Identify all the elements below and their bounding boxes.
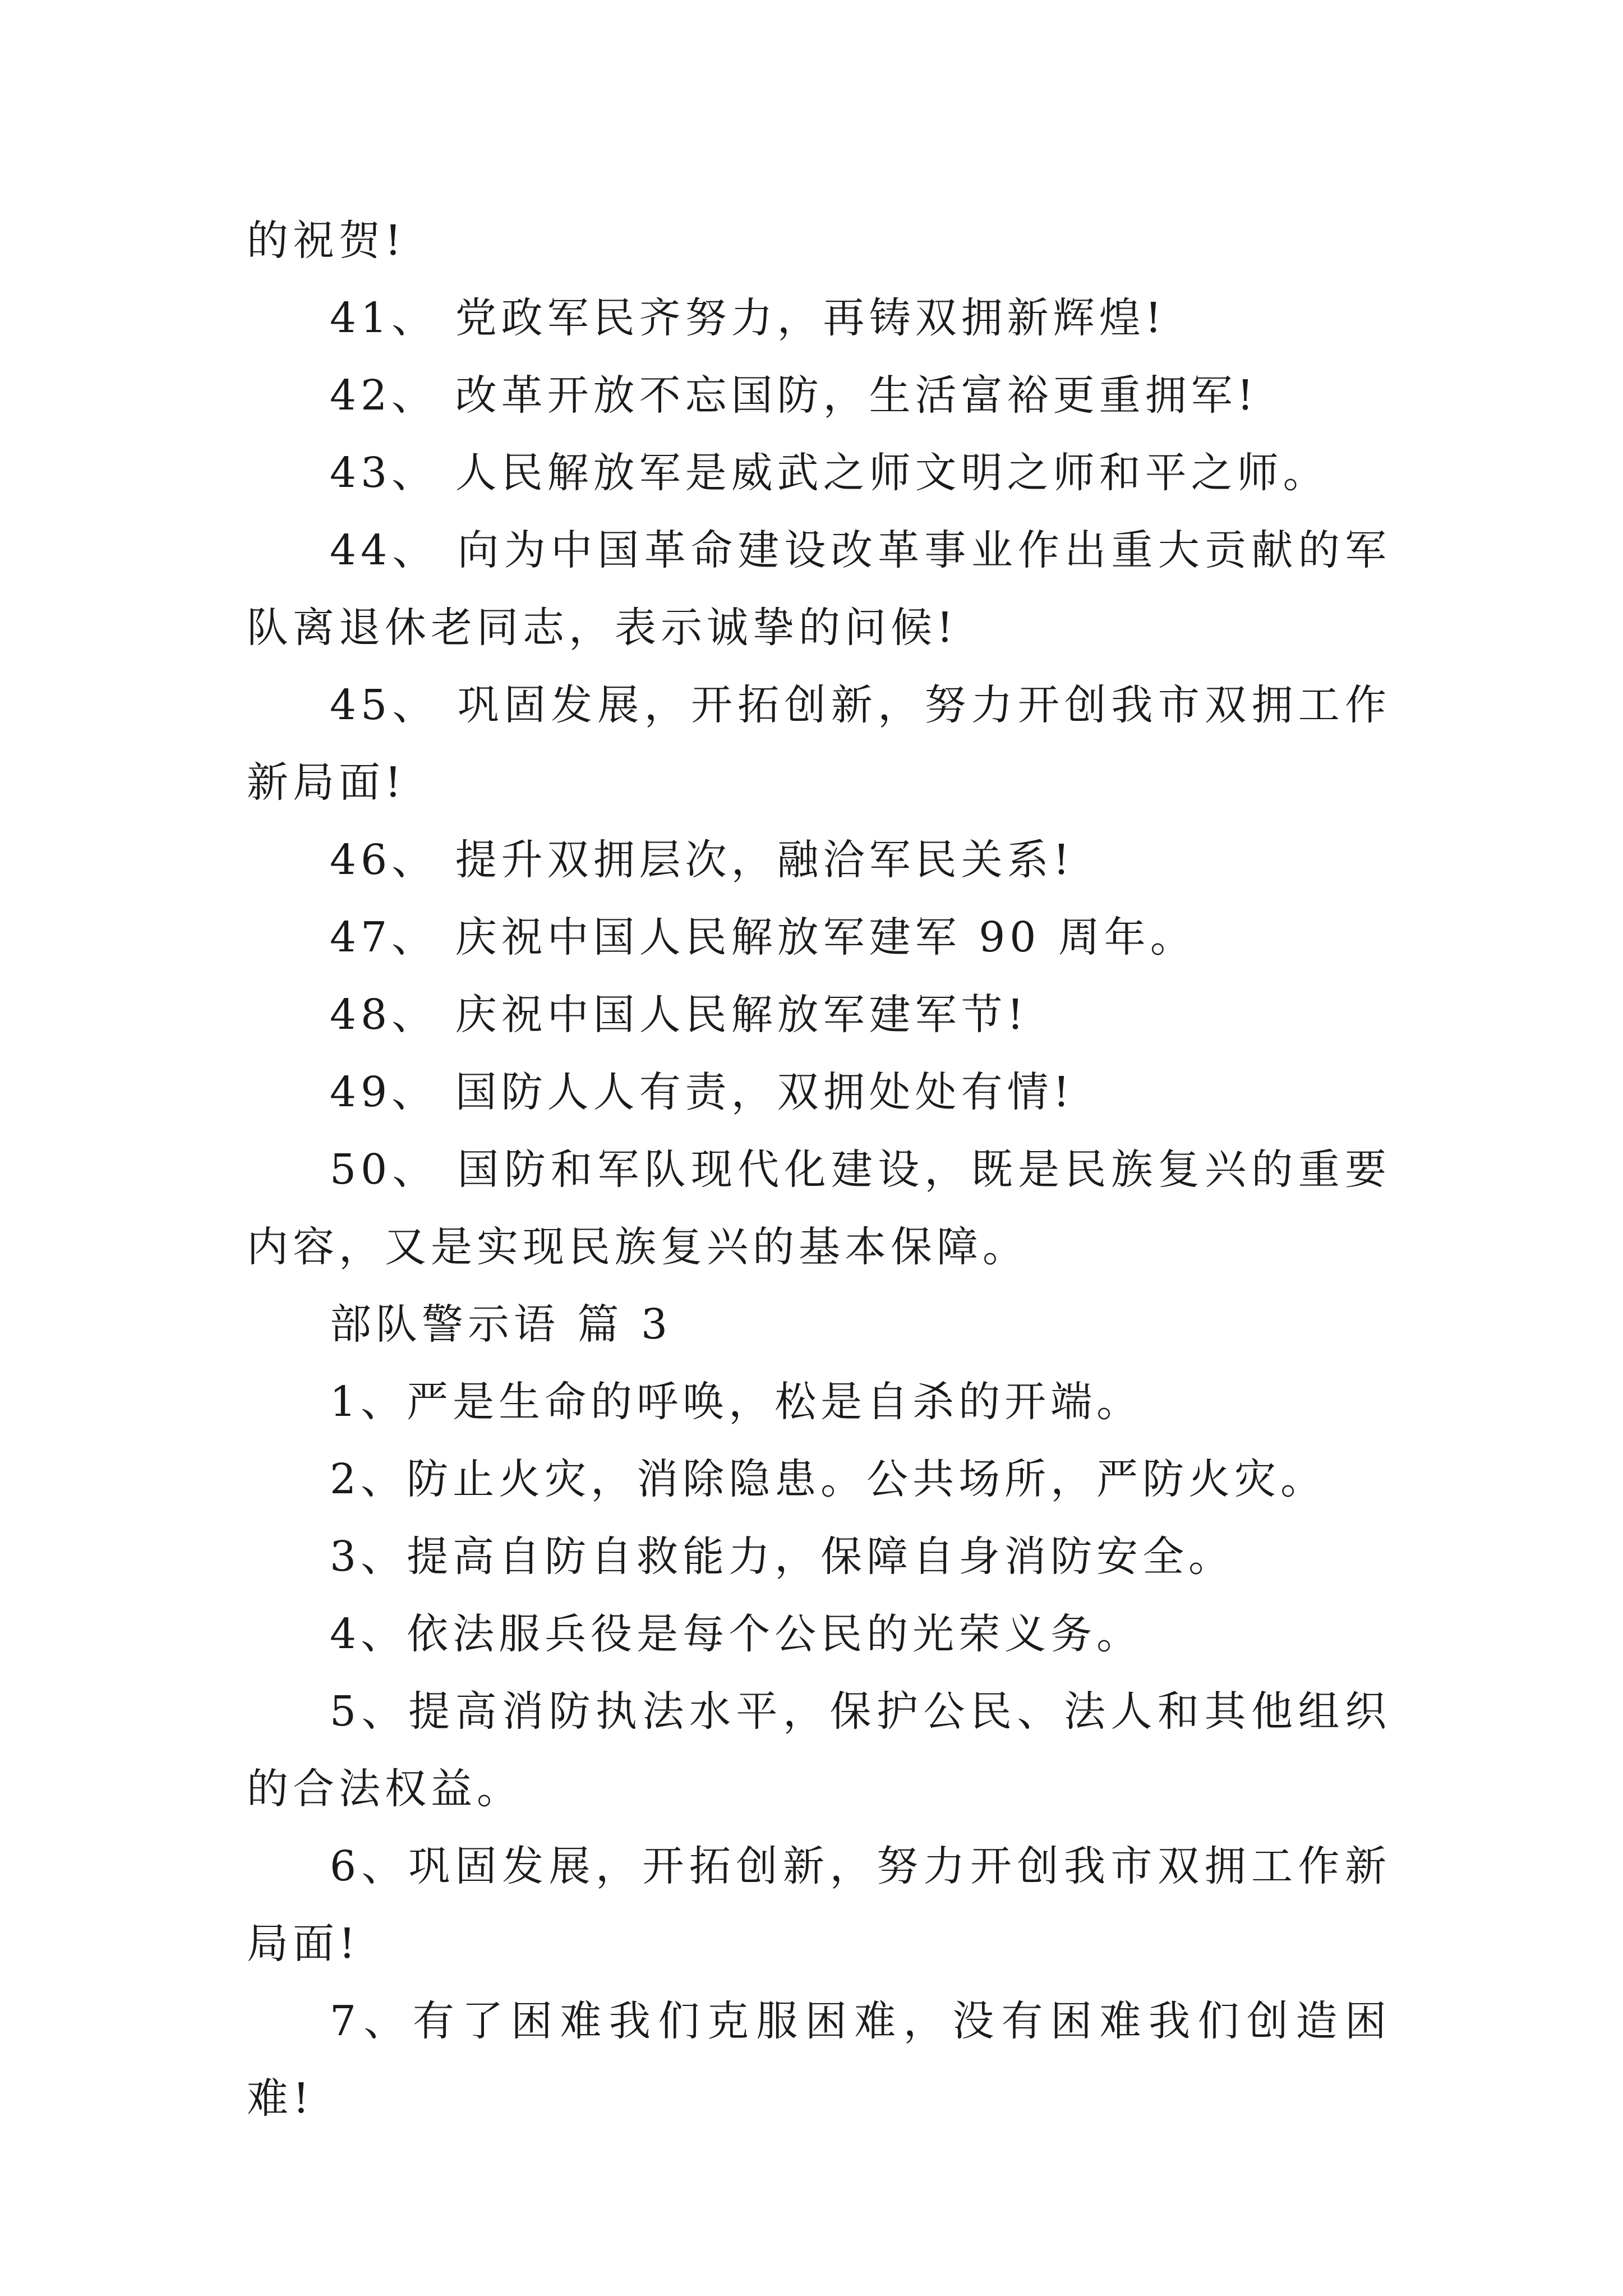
warning-5: 5、提高消防执法水平，保护公民、法人和其他组织的合法权益。 [247,1687,1391,1813]
warning-6: 6、巩固发展，开拓创新，努力开创我市双拥工作新局面! [247,1842,1391,1968]
warning-7: 7、有了困难我们克服困难，没有困难我们创造困难! [247,1997,1391,2123]
warning-4: 4、依法服兵役是每个公民的光荣义务。 [330,1610,1143,1658]
slogan-41: 41、 党政军民齐努力，再铸双拥新辉煌! [330,294,1166,342]
slogan-46: 46、 提升双拥层次，融洽军民关系! [330,836,1075,884]
warning-2: 2、防止火灾，消除隐患。公共场所，严防火灾。 [330,1455,1327,1503]
slogan-44: 44、 向为中国革命建设改革事业作出重大贡献的军队离退休老同志，表示诚挚的问候! [247,526,1391,652]
slogan-47: 47、 庆祝中国人民解放军建军 90 周年。 [330,913,1196,961]
warning-3: 3、提高自防自救能力，保障自身消防安全。 [330,1533,1235,1581]
slogan-49: 49、 国防人人有责，双拥处处有情! [330,1068,1075,1116]
warning-1: 1、严是生命的呼唤，松是自杀的开端。 [330,1378,1143,1426]
slogan-43: 43、 人民解放军是威武之师文明之师和平之师。 [330,449,1329,497]
slogan-50: 50、 国防和军队现代化建设，既是民族复兴的重要内容，又是实现民族复兴的基本保障。 [247,1145,1391,1271]
slogan-48: 48、 庆祝中国人民解放军建军节! [330,991,1029,1039]
document-page [247,202,1391,2137]
slogan-42: 42、 改革开放不忘国防，生活富裕更重拥军! [330,371,1258,420]
slogan-45: 45、 巩固发展，开拓创新，努力开创我市双拥工作新局面! [247,681,1391,807]
continuation-line: 的祝贺! [247,217,406,265]
section-heading: 部队警示语 篇 3 [330,1300,672,1349]
